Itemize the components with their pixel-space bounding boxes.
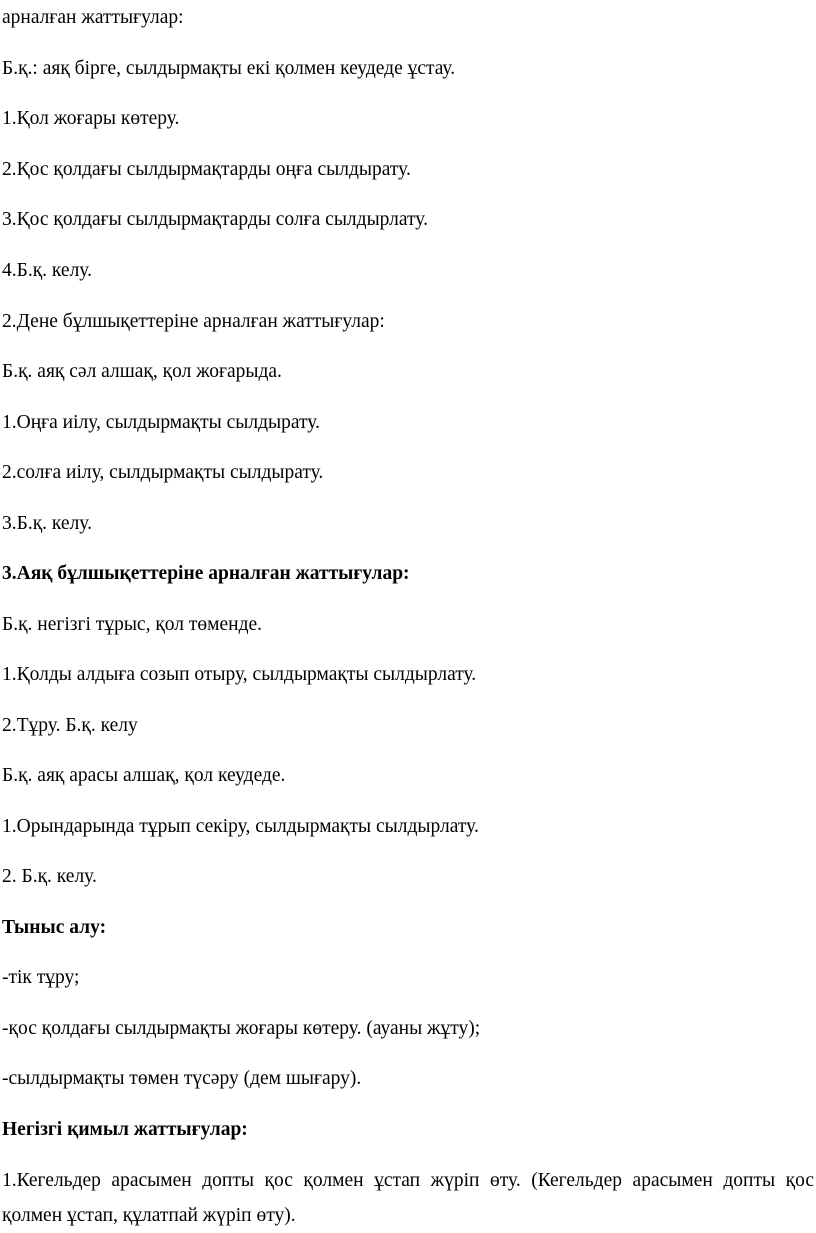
text-line: 2.солға иілу, сылдырмақты сылдырату. xyxy=(2,462,324,483)
section-heading-bold: Тыныс алу: xyxy=(2,917,107,938)
text-line: 2.Тұру. Б.қ. келу xyxy=(2,715,138,736)
text-line: 1.Оңға иілу, сылдырмақты сылдырату. xyxy=(2,412,320,433)
text-line: 4.Б.қ. келу. xyxy=(2,260,92,281)
text-line: арналған жаттығулар: xyxy=(2,7,184,28)
text-line: -сылдырмақты төмен түсәру (дем шығару). xyxy=(2,1068,362,1089)
text-line: -қос қолдағы сылдырмақты жоғары көтеру. (ауаны жұту); xyxy=(2,1018,481,1039)
text-line: -тік тұру; xyxy=(2,967,80,988)
text-line: Б.қ. аяқ сәл алшақ, қол жоғарыда. xyxy=(2,361,282,382)
text-line: 3.Қос қолдағы сылдырмақтарды солға сылдырлату. xyxy=(2,209,428,230)
text-line: Б.қ. негізгі тұрыс, қол төменде. xyxy=(2,614,263,635)
text-line: Б.қ.: аяқ бірге, сылдырмақты екі қолмен кеудеде ұстау. xyxy=(2,58,456,79)
section-heading-bold: Негізгі қимыл жаттығулар: xyxy=(2,1119,248,1140)
text-line: 2. Б.қ. келу. xyxy=(2,866,97,887)
section-heading: 2.Дене бұлшықеттеріне арналған жаттығулар: xyxy=(2,311,385,332)
paragraph: 1.Кегельдер арасымен допты қос қолмен ұстап жүріп өту. (Кегельдер арасымен допты қос қолмен ұстап, құлатпай жүріп өту). xyxy=(2,1170,814,1226)
text-line: Б.қ. аяқ арасы алшақ, қол кеудеде. xyxy=(2,765,286,786)
text-line: 1.Қолды алдыға созып отыру, сылдырмақты сылдырлату. xyxy=(2,664,477,685)
section-heading-bold: 3.Аяқ бұлшықеттеріне арналған жаттығулар: xyxy=(2,563,410,584)
text-line: 2.Қос қолдағы сылдырмақтарды оңға сылдырату. xyxy=(2,159,411,180)
text-line: 3.Б.қ. келу. xyxy=(2,513,92,534)
text-line: 1.Орындарында тұрып секіру, сылдырмақты сылдырлату. xyxy=(2,816,479,837)
text-line: 1.Қол жоғары көтеру. xyxy=(2,108,180,129)
